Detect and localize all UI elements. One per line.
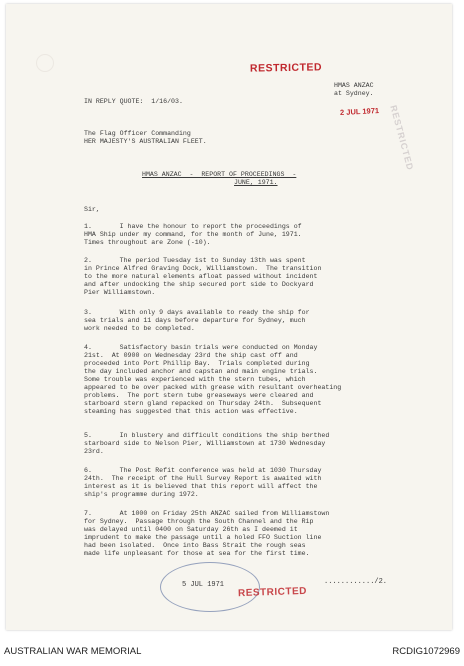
restricted-stamp-bottom: RESTRICTED	[237, 585, 308, 600]
reply-quote: IN REPLY QUOTE: 1/16/03.	[84, 98, 183, 105]
paragraph-4-line: 21st. At 0900 on Wednesday 23rd the ship cast off and	[84, 352, 298, 359]
ship-name: HMAS ANZAC	[334, 82, 374, 89]
paragraph-5-line: 5. In blustery and difficult conditions the ship berthed	[84, 432, 330, 439]
faint-restricted-stamp: RESTRICTED	[388, 104, 416, 172]
paragraph-4-line: appeared to be over packed with grease with resultant overheating	[84, 384, 342, 391]
paragraph-6-line: interest as it is believed that this report will affect the	[84, 483, 318, 490]
record-id: RCDIG1072969	[392, 646, 460, 657]
paragraph-2-line: and after undocking the ship secured port side to Dockyard	[84, 281, 314, 288]
addressee-line-2: HER MAJESTY'S AUSTRALIAN FLEET.	[84, 138, 207, 145]
paragraph-4-line: starboard stern gland repacked on Thursday 24th. Subsequent	[84, 400, 322, 407]
restricted-stamp-top: RESTRICTED	[249, 61, 323, 75]
paragraph-2-line: to the more natural elements afloat passed without incident	[84, 273, 318, 280]
paragraph-4-line: problems. The port stern tube greaseways were cleared and	[84, 392, 314, 399]
paragraph-7-line: 7. At 1000 on Friday 25th ANZAC sailed from Williamstown	[84, 510, 330, 517]
paper-mark	[36, 54, 54, 72]
document-page	[6, 4, 452, 630]
continuation-marker: ............/2.	[324, 578, 388, 586]
paragraph-7-line: had been isolated. Once into Bass Strait the rough seas	[84, 542, 306, 549]
paragraph-6-line: 24th. The receipt of the Hull Survey Report is awaited with	[84, 475, 322, 482]
report-title-date: JUNE, 1971.	[234, 179, 278, 186]
paragraph-3-line: sea trials and 11 days before departure for Sydney, much	[84, 317, 306, 324]
paragraph-5-line: 23rd.	[84, 448, 104, 455]
paragraph-4-line: steaming has suggested that this action was effective.	[84, 408, 298, 415]
paragraph-2-line: 2. The period Tuesday 1st to Sunday 13th was spent	[84, 257, 306, 264]
paragraph-1-line: 1. I have the honour to report the proceedings of	[84, 223, 302, 230]
received-stamp-date: 5 JUL 1971	[182, 581, 225, 589]
addressee-line-1: The Flag Officer Commanding	[84, 130, 191, 137]
paragraph-7-line: imprudent to make the passage until a holed FFO Suction line	[84, 534, 322, 541]
archive-name: AUSTRALIAN WAR MEMORIAL	[4, 646, 142, 657]
paragraph-4-line: Some trouble was experienced with the stern tubes, which	[84, 376, 306, 383]
ship-location: at Sydney.	[334, 90, 374, 97]
report-title: HMAS ANZAC - REPORT OF PROCEEDINGS -	[142, 171, 297, 178]
paragraph-2-line: Pier Williamstown.	[84, 289, 156, 296]
archive-footer	[0, 636, 464, 666]
red-date-stamp: 2 JUL 1971	[339, 105, 380, 118]
paragraph-1-line: Times throughout are Zone (-10).	[84, 239, 211, 246]
paragraph-2-line: in Prince Alfred Graving Dock, Williamstown. The transition	[84, 265, 322, 272]
paragraph-7-line: made life unpleasant for those at sea for the first time.	[84, 550, 310, 557]
paragraph-4-line: 4. Satisfactory basin trials were conducted on Monday	[84, 344, 318, 351]
paragraph-5-line: starboard side to Nelson Pier, Williamstown at 1730 Wednesday	[84, 440, 326, 447]
paragraph-6-line: ship's programme during 1972.	[84, 491, 199, 498]
paragraph-3-line: work needed to be completed.	[84, 325, 195, 332]
paragraph-3-line: 3. With only 9 days available to ready the ship for	[84, 309, 310, 316]
paragraph-7-line: for Sydney. Passage through the South Channel and the Rip	[84, 518, 314, 525]
paragraph-4-line: proceeded into Port Phillip Bay. Trials completed during	[84, 360, 310, 367]
paragraph-7-line: was delayed until 0400 on Saturday 26th as I deemed it	[84, 526, 298, 533]
paragraph-6-line: 6. The Post Refit conference was held at 1030 Thursday	[84, 467, 322, 474]
paragraph-4-line: the day included anchor and capstan and main engine trials.	[84, 368, 318, 375]
salutation: Sir,	[84, 206, 100, 213]
paragraph-1-line: HMA Ship under my command, for the month of June, 1971.	[84, 231, 302, 238]
